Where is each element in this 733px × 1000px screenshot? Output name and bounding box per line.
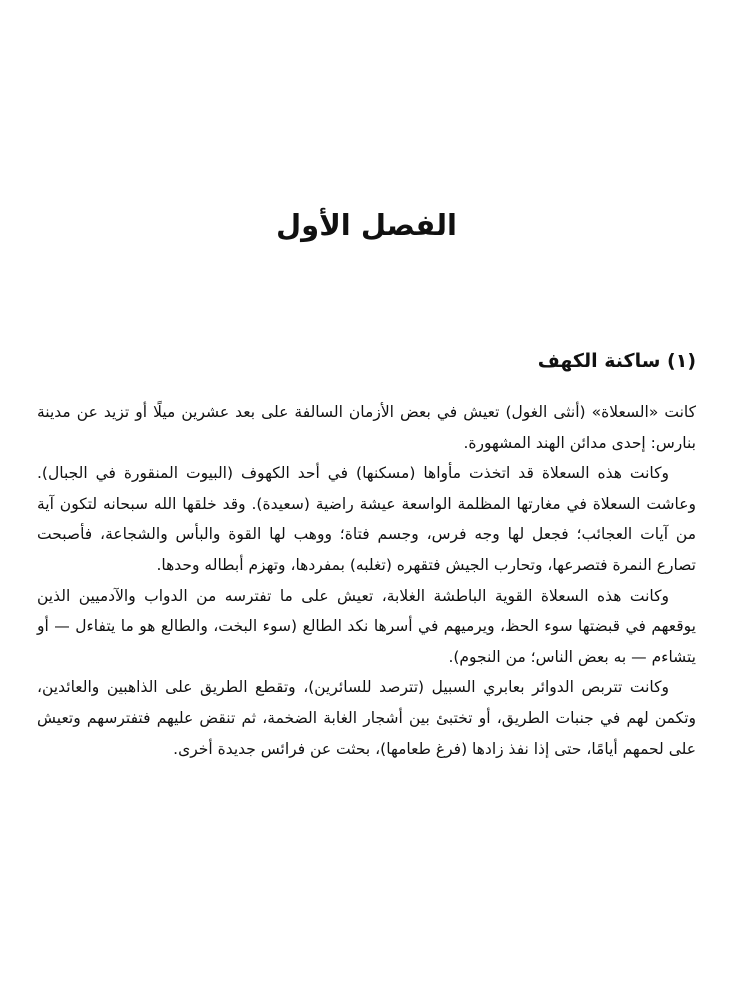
body-text <box>37 397 696 764</box>
paragraph-1: كانت «السعلاة» (أنثى الغول) تعيش في بعض الأزمان السالفة على بعد عشرين ميلًا أو تزيد عن مدينة بنارس: إحدى مدائن الهند المشهورة. <box>37 403 696 452</box>
chapter-title: الفصل الأول <box>276 208 457 242</box>
paragraph-4: وكانت تتربص الدوائر بعابري السبيل (تترصد للسائرين)، وتقطع الطريق على الذاهبين والعائدين، وتكمن لهم في جنبات الطريق، أو تختبئ بين أشجار الغابة الضخمة، ثم تنقض عليهم فتفترسهم وتعيش على لحمهم أيامًا، حتى إذا نفذ زادها (فرغ طعامها)، بحثت عن فرائس جديدة أخرى. <box>37 678 696 758</box>
paragraph-2: وكانت هذه السعلاة قد اتخذت مأواها (مسكنها) في أحد الكهوف (البيوت المنقورة في الجبال). وعاشت السعلاة في مغارتها المظلمة الواسعة عيشة راضية (سعيدة). وقد خلقها الله سبحانه لتكون آية من آيات العجائب؛ فجعل لها وجه فرس، وجسم فتاة؛ ووهب لها القوة والبأس والشجاعة، فأصبحت تصارع النمرة فتصرعها، وتحارب الجيش فتقهره (تغلبه) بمفردها، وتهزم أبطاله وحدها. <box>37 464 696 574</box>
section-heading: (١) ساكنة الكهف <box>537 350 696 372</box>
paragraph-3: وكانت هذه السعلاة القوية الباطشة الغلابة، تعيش على ما تفترسه من الدواب والآدميين الذين يوقعهم في قبضتها سوء الحظ، ويرميهم في أسرها نكد الطالع (سوء البخت، والطالع هو ما يتفاءل — أو يتشاءم — به بعض الناس؛ من النجوم). <box>37 586 696 666</box>
